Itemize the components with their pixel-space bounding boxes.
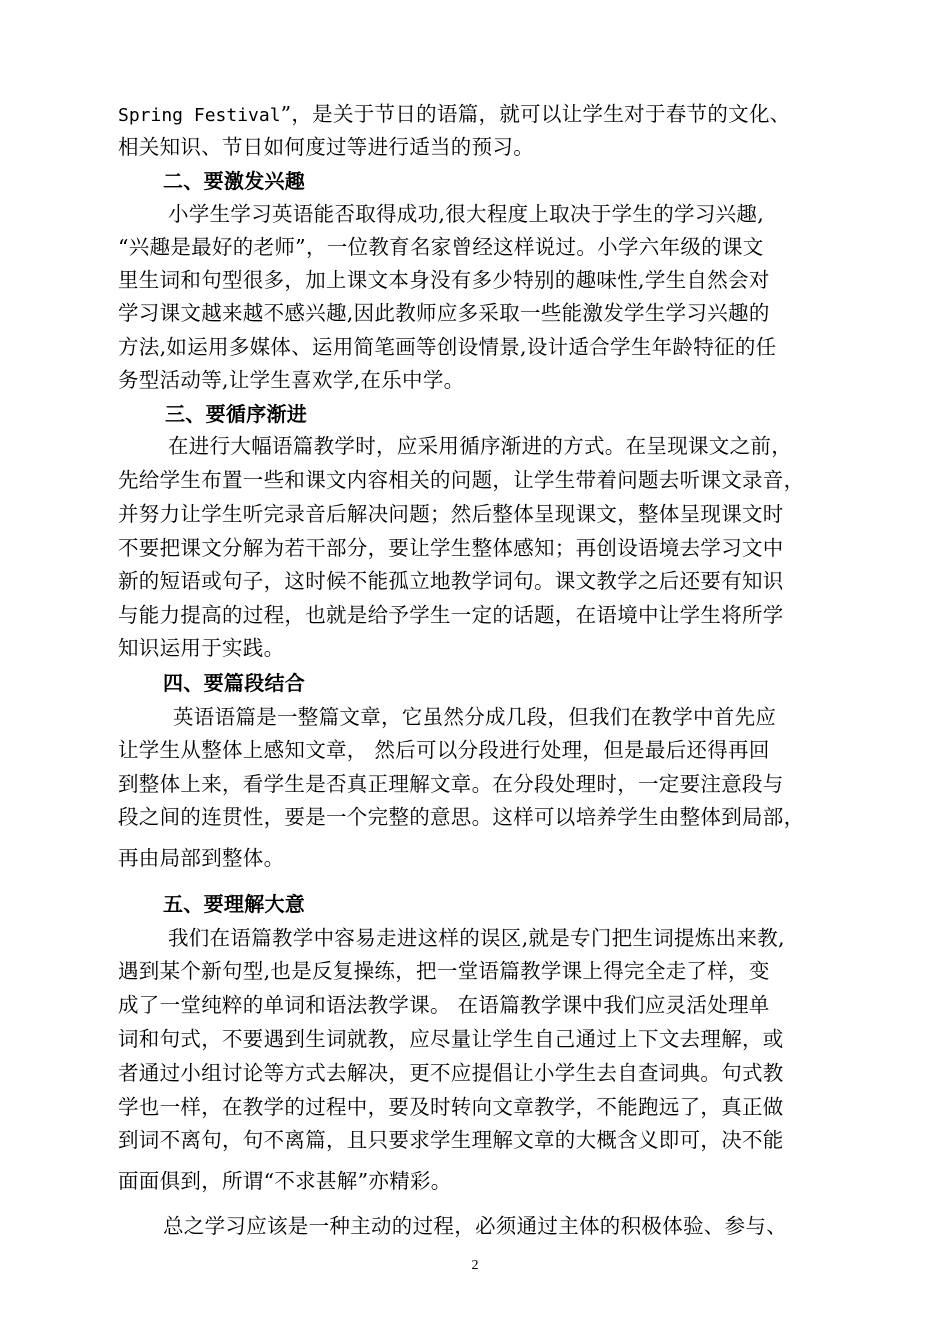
body-line: “兴趣是最好的老师”，一位教育名家曾经这样说过。小学六年级的课文 (118, 235, 764, 259)
body-line: 成了一堂纯粹的单词和语法教学课。 在语篇教学课中我们应灵活处理单 (118, 993, 770, 1017)
body-line: 相关知识、节日如何度过等进行适当的预习。 (118, 135, 534, 159)
body-line (118, 101, 791, 129)
body-line: 再由局部到整体。 (118, 846, 285, 870)
body-line: 方法,如运用多媒体、运用简笔画等创设情景,设计适合学生年龄特征的任 (118, 335, 777, 359)
body-line: 先给学生布置一些和课文内容相关的问题，让学生带着问题去听课文录音， (118, 468, 805, 492)
body-line: 里生词和句型很多，加上课文本身没有多少特别的趣味性,学生自然会对 (118, 268, 770, 292)
body-line: 务型活动等,让学生喜欢学,在乐中学。 (118, 368, 465, 392)
body-line: 与能力提高的过程，也就是给予学生一定的话题，在语境中让学生将所学 (118, 603, 784, 627)
body-line: 词和句式，不要遇到生词就教，应尽量让学生自己通过上下文去理解，或 (118, 1027, 784, 1051)
body-line: 在进行大幅语篇教学时，应采用循序渐进的方式。在呈现课文之前， (168, 434, 792, 458)
body-line: 小学生学习英语能否取得成功,很大程度上取决于学生的学习兴趣, (168, 202, 765, 226)
body-line: 并努力让学生听完录音后解决问题；然后整体呈现课文，整体呈现课文时 (118, 502, 784, 526)
body-line: 学也一样，在教学的过程中，要及时转向文章教学，不能跑远了，真正做 (118, 1095, 784, 1119)
section-heading-main-idea: 五、要理解大意 (163, 892, 306, 916)
section-heading-interest: 二、要激发兴趣 (163, 169, 306, 193)
body-line: 段之间的连贯性，要是一个完整的意思。这样可以培养学生由整体到局部， (118, 805, 805, 829)
body-line: 面面俱到，所谓“不求甚解”亦精彩。 (118, 1169, 452, 1193)
body-line: 到整体上来，看学生是否真正理解文章。在分段处理时，一定要注意段与 (118, 772, 784, 796)
body-line: 知识运用于实践。 (118, 636, 285, 660)
body-line: 者通过小组讨论等方式去解决，更不应提倡让小学生去自查词典。句式教 (118, 1061, 784, 1085)
body-line: 遇到某个新句型,也是反复操练，把一堂语篇教学课上得完全走了样，变 (118, 959, 770, 983)
body-line: 学习课文越来越不感兴趣,因此教师应多采取一些能激发学生学习兴趣的 (118, 301, 770, 325)
body-line: 到词不离句，句不离篇，且只要求学生理解文章的大概含义即可，决不能 (118, 1128, 784, 1152)
line-text: ”，是关于节日的语篇，就可以让学生对于春节的文化、 (280, 102, 791, 126)
section-heading-paragraphs: 四、要篇段结合 (163, 671, 306, 695)
section-heading-gradual: 三、要循序渐进 (165, 402, 308, 426)
body-line: 新的短语或句子，这时候不能孤立地教学词句。课文教学之后还要有知识 (118, 569, 784, 593)
body-line: 英语语篇是一整篇文章，它虽然分成几段，但我们在教学中首先应 (173, 705, 777, 729)
english-term: Spring Festival (118, 105, 281, 126)
body-line: 不要把课文分解为若干部分，要让学生整体感知；再创设语境去学习文中 (118, 536, 784, 560)
body-line: 总之学习应该是一种主动的过程，必须通过主体的积极体验、参与、 (163, 1214, 787, 1238)
page-number: 2 (471, 1258, 479, 1273)
body-line: 让学生从整体上感知文章， 然后可以分段进行处理，但是最后还得再回 (118, 738, 770, 762)
body-line: 我们在语篇教学中容易走进这样的误区,就是专门把生词提炼出来教, (168, 926, 785, 950)
